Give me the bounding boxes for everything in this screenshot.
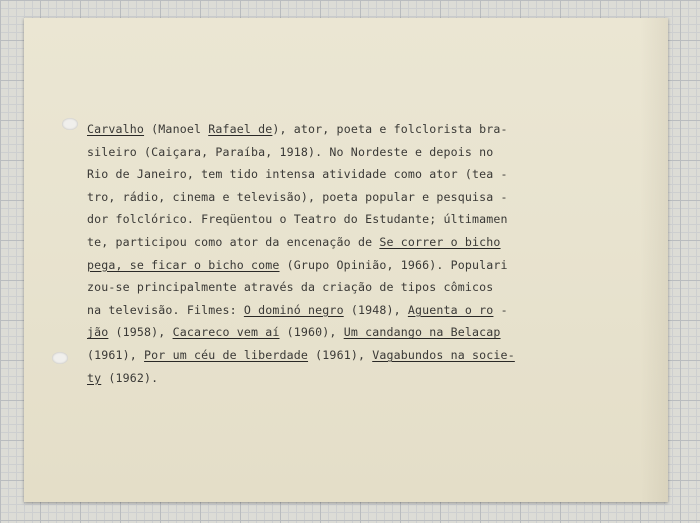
text-line xyxy=(87,186,627,209)
underlined-title: Por um céu de liberdade xyxy=(144,347,309,362)
text-line xyxy=(87,344,627,367)
underlined-title: pega, se ficar o bicho come xyxy=(87,257,280,272)
text-segment: (1960), xyxy=(279,325,344,340)
encyclopedia-entry-text xyxy=(87,118,627,389)
text-line xyxy=(87,254,627,277)
text-segment: Rio de Janeiro, tem tido intensa atividade como ator (tea - xyxy=(87,167,508,182)
text-segment: te, participou como ator da encenação de xyxy=(87,234,380,249)
text-segment: zou-se principalmente através da criação de tipos cômicos xyxy=(87,280,494,295)
text-segment: (Manoel xyxy=(144,122,209,136)
text-segment: sileiro (Caiçara, Paraíba, 1918). No Nordeste e depois no xyxy=(87,144,494,159)
text-segment: (1961), xyxy=(308,347,373,362)
punch-hole xyxy=(62,118,78,130)
text-line xyxy=(87,321,627,344)
text-segment: na televisão. Filmes: xyxy=(87,302,244,317)
underlined-title: Aguenta o ro xyxy=(407,302,494,317)
text-segment: ), ator, poeta e folclorista bra- xyxy=(272,122,508,136)
text-line xyxy=(87,231,627,254)
text-segment: (Grupo Opinião, 1966). Populari xyxy=(279,257,508,272)
underlined-title: Carvalho xyxy=(87,122,145,136)
typed-card xyxy=(24,18,668,502)
text-segment: - xyxy=(493,302,508,317)
underlined-title: jão xyxy=(87,325,109,340)
underlined-title: Um candango na Belacap xyxy=(343,325,501,340)
punch-hole xyxy=(52,352,68,364)
text-line xyxy=(87,299,627,322)
underlined-title: Rafael de xyxy=(208,122,273,136)
text-segment: (1948), xyxy=(343,302,408,317)
text-segment: dor folclórico. Freqüentou o Teatro do Estudante; últimamen xyxy=(87,212,508,227)
text-line xyxy=(87,163,627,186)
text-line xyxy=(87,276,627,299)
underlined-title: ty xyxy=(87,370,102,385)
text-segment: (1962). xyxy=(101,370,159,385)
text-segment: tro, rádio, cinema e televisão), poeta popular e pesquisa - xyxy=(87,189,508,204)
text-line xyxy=(87,118,627,141)
underlined-title: Vagabundos na socie- xyxy=(372,347,515,362)
underlined-title: Cacareco vem aí xyxy=(172,325,280,340)
text-line xyxy=(87,141,627,164)
underlined-title: O dominó negro xyxy=(243,302,344,317)
text-line xyxy=(87,367,627,390)
text-line xyxy=(87,208,627,231)
text-segment: (1961), xyxy=(87,347,145,362)
text-segment: (1958), xyxy=(108,325,173,340)
underlined-title: Se correr o bicho xyxy=(379,234,501,249)
